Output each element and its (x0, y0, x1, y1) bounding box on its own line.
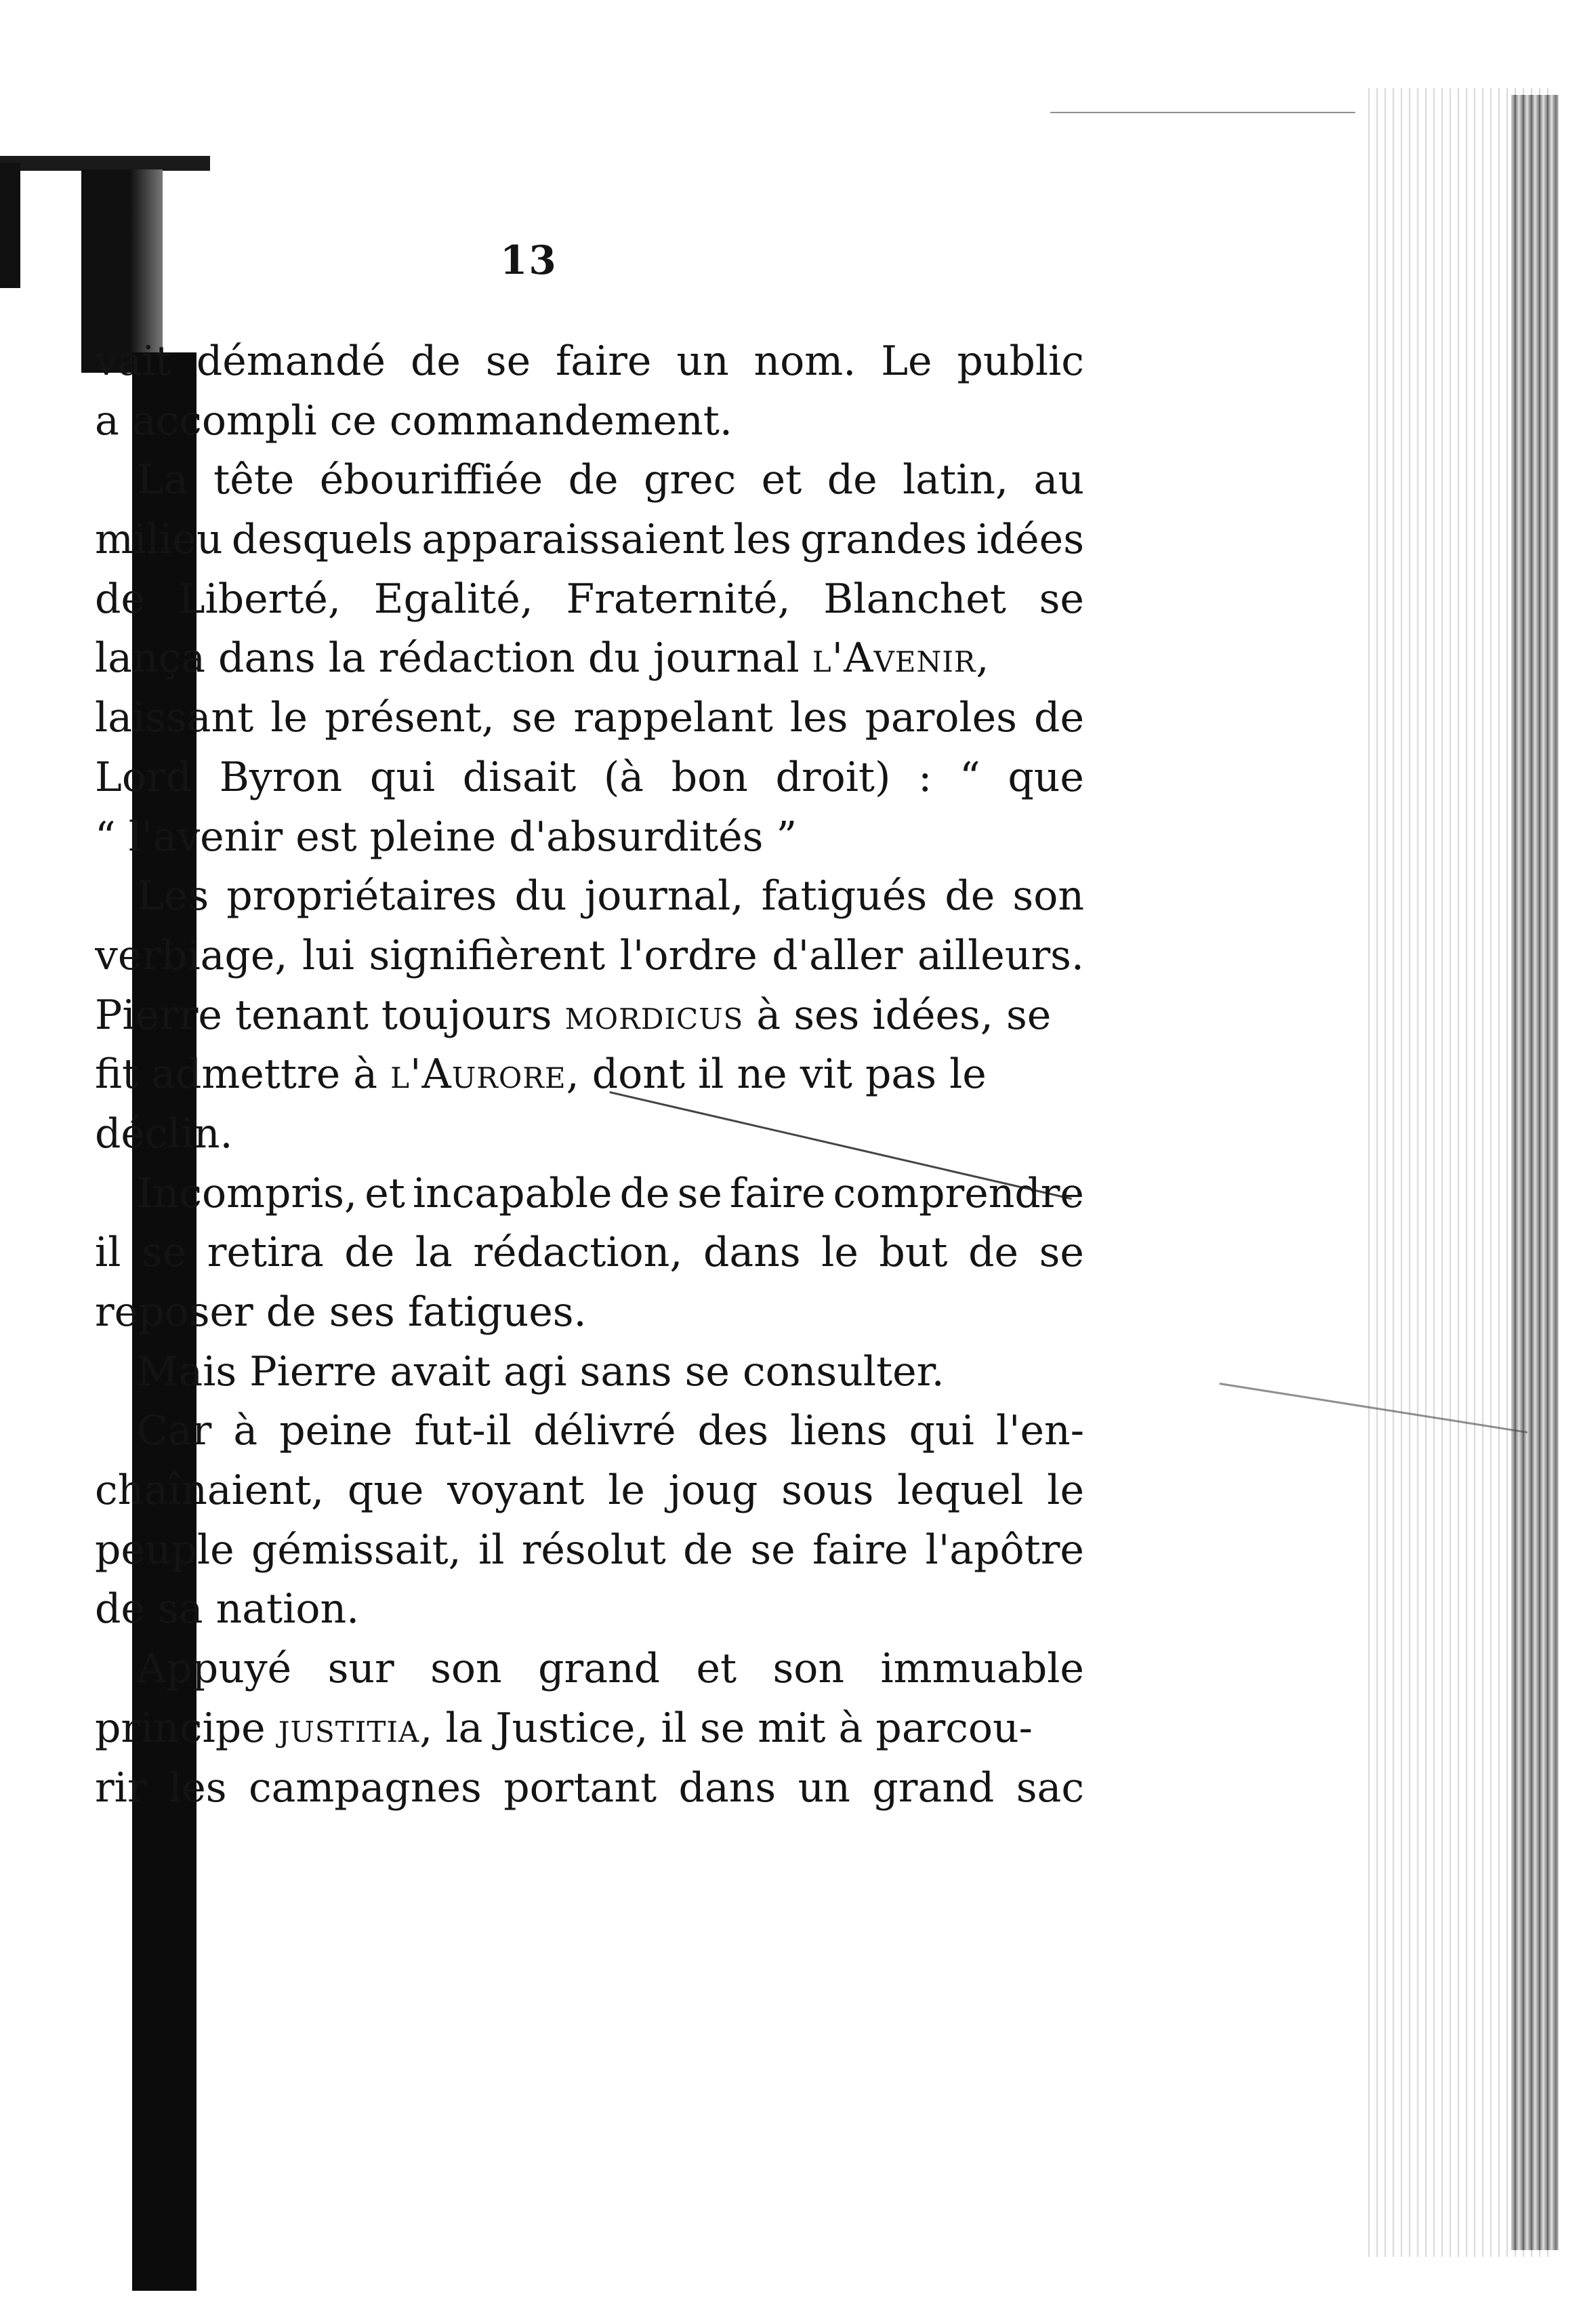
text-word: de (95, 575, 145, 623)
text-word: portant (503, 1764, 657, 1812)
text-word: que (347, 1467, 424, 1515)
text-word: latin, (903, 456, 1009, 504)
text-word: Fraternité, (566, 575, 791, 623)
text-word: faire (730, 1169, 826, 1217)
text-word: Car (137, 1407, 212, 1455)
text-word: de (410, 338, 461, 385)
text-line (95, 451, 1084, 510)
text-word: l'en- (995, 1407, 1084, 1455)
body-text (95, 332, 1084, 1818)
text-word: propriétaires (226, 872, 497, 920)
text-segment: lança dans la rédaction du journal (95, 634, 812, 682)
text-word: la (415, 1229, 453, 1277)
text-word: ailleurs. (917, 931, 1084, 979)
text-word: fatigués (761, 872, 928, 920)
text-segment: à ses idées, se (743, 991, 1052, 1039)
text-word: se (677, 1169, 722, 1217)
small-caps-term: mordicus (564, 991, 744, 1039)
text-word: des (697, 1407, 769, 1455)
text-word: incapable (412, 1169, 613, 1217)
text-word: immuable (880, 1645, 1084, 1693)
text-word: se (1039, 1229, 1084, 1277)
text-word: peine (279, 1407, 393, 1455)
text-line (95, 1223, 1084, 1283)
text-word: faire (812, 1526, 909, 1574)
text-word: qui (369, 753, 436, 801)
text-line (95, 748, 1084, 808)
text-segment: Mais Pierre avait agi sans se consulter. (137, 1347, 945, 1395)
text-word: délivré (533, 1407, 676, 1455)
text-word: vait (95, 338, 171, 385)
text-word: nom. (753, 338, 856, 385)
text-word: lui (302, 931, 354, 979)
text-segment: de sa nation. (95, 1585, 360, 1633)
text-word: il (478, 1526, 505, 1574)
text-word: rappelant (573, 694, 773, 742)
text-word: grand (872, 1764, 995, 1812)
text-word: but (879, 1229, 948, 1277)
text-word: de (827, 456, 877, 504)
text-word: à (233, 1407, 258, 1455)
text-word: gémissait, (251, 1526, 461, 1574)
text-line (95, 629, 1084, 689)
text-line (95, 689, 1084, 748)
text-word: Les (137, 872, 209, 920)
text-word: dans (678, 1764, 777, 1812)
text-word: rir (95, 1764, 147, 1812)
text-line (95, 1521, 1084, 1581)
text-word: et (761, 456, 802, 504)
text-word: campagnes (248, 1764, 482, 1812)
text-line (95, 1343, 1084, 1402)
text-word: journal, (584, 872, 744, 920)
text-word: droit) (775, 753, 891, 801)
text-line (95, 1759, 1084, 1818)
text-word: le (1047, 1467, 1084, 1515)
text-line (95, 926, 1084, 986)
text-word: son (430, 1645, 502, 1693)
text-word: tête (213, 456, 295, 504)
text-segment: , dont il ne vit pas le (566, 1051, 987, 1099)
text-segment: Pierre tenant toujours (95, 991, 565, 1039)
text-word: d'aller (772, 931, 903, 979)
text-word: l'apôtre (925, 1526, 1084, 1574)
text-word: bon (671, 753, 748, 801)
text-segment: , la Justice, il se mit à parcou- (419, 1704, 1033, 1752)
text-segment: fit admettre à (95, 1051, 391, 1099)
text-word: présent, (325, 694, 495, 742)
text-word: du (514, 872, 567, 920)
text-word: un (676, 338, 729, 385)
text-word: se (485, 338, 531, 385)
text-word: liens (790, 1407, 888, 1455)
text-word: desquels (231, 516, 413, 564)
text-word: : (918, 753, 932, 801)
text-word: disait (462, 753, 577, 801)
text-word: de (683, 1526, 734, 1574)
text-word: retira (207, 1229, 324, 1277)
text-line (95, 1639, 1084, 1699)
text-word: ébouriffiée (319, 456, 543, 504)
text-line (95, 1461, 1084, 1521)
text-word: les (789, 694, 848, 742)
text-line (95, 1045, 1084, 1105)
text-word: grandes (800, 516, 968, 564)
text-line (95, 1283, 1084, 1343)
text-word: Liberté, (178, 575, 342, 623)
text-word: rédaction, (473, 1229, 683, 1277)
text-word: (à (603, 753, 644, 801)
text-line (95, 1699, 1084, 1759)
text-word: de (968, 1229, 1019, 1277)
text-word: sac (1016, 1764, 1084, 1812)
text-word: de (945, 872, 995, 920)
text-word: Appuyé (137, 1645, 292, 1693)
text-word: résolut (521, 1526, 666, 1574)
text-word: que (1008, 753, 1084, 801)
text-line (95, 1164, 1084, 1224)
text-line (95, 332, 1084, 392)
text-word: de (568, 456, 619, 504)
text-word: Incompris, (137, 1169, 358, 1217)
small-caps-term: l'Avenir (812, 634, 976, 682)
text-segment: déclin. (95, 1109, 233, 1158)
text-word: signifièrent (369, 931, 606, 979)
text-word: se (750, 1526, 795, 1574)
text-word: démandé (196, 338, 386, 385)
text-word: Lord (95, 753, 192, 801)
text-word: se (1039, 575, 1084, 623)
text-line (95, 392, 1084, 451)
text-line (95, 867, 1084, 926)
text-word: un (798, 1764, 850, 1812)
text-word: les (169, 1764, 227, 1812)
text-word: voyant (447, 1467, 585, 1515)
text-word: qui (909, 1407, 974, 1455)
text-line (95, 1105, 1084, 1164)
stray-rule-top (1050, 112, 1355, 113)
scan-edge-left (0, 163, 20, 288)
text-word: de (619, 1169, 670, 1217)
text-word: les (733, 516, 791, 564)
text-word: se (511, 694, 557, 742)
text-segment: principe (95, 1704, 278, 1752)
text-word: dans (703, 1229, 801, 1277)
text-word: “ (959, 753, 980, 801)
text-word: Le (881, 338, 932, 385)
text-word: idées (976, 516, 1084, 564)
text-word: son (772, 1645, 845, 1693)
text-word: lequel (897, 1467, 1024, 1515)
text-word: de (1034, 694, 1084, 742)
text-word: le (270, 694, 308, 742)
scan-top-rule (0, 156, 210, 171)
text-word: La (137, 456, 188, 504)
text-word: faire (556, 338, 652, 385)
text-line (95, 510, 1084, 570)
text-segment: “ l'avenir est pleine d'absurdités ” (95, 813, 798, 861)
text-word: son (1012, 872, 1084, 920)
text-word: grec (644, 456, 737, 504)
text-word: au (1033, 456, 1084, 504)
text-word: laissant (95, 694, 254, 742)
text-line (95, 986, 1084, 1046)
text-word: verbiage, (95, 931, 288, 979)
text-word: grand (538, 1645, 661, 1693)
text-line (95, 1402, 1084, 1461)
text-word: sous (781, 1467, 874, 1515)
text-segment: , (976, 634, 989, 682)
text-line (95, 1580, 1084, 1639)
text-word: Blanchet (823, 575, 1006, 623)
text-word: il (95, 1229, 121, 1277)
text-word: Egalité, (373, 575, 533, 623)
text-line (95, 570, 1084, 630)
text-word: l'ordre (619, 931, 758, 979)
text-line (95, 808, 1084, 868)
text-word: comprendre (833, 1169, 1084, 1217)
small-caps-term: justitia (278, 1704, 420, 1752)
text-word: le (821, 1229, 859, 1277)
page-number: 13 (500, 237, 558, 283)
text-word: public (957, 338, 1084, 385)
text-word: de (344, 1229, 395, 1277)
text-word: milieu (95, 516, 223, 564)
text-word: et (696, 1645, 737, 1693)
text-word: peuple (95, 1526, 234, 1574)
text-word: paroles (865, 694, 1017, 742)
text-segment: reposer de ses fatigues. (95, 1288, 587, 1336)
text-word: apparaissaient (421, 516, 725, 564)
text-word: Byron (219, 753, 343, 801)
text-word: sur (327, 1645, 394, 1693)
text-word: le (608, 1467, 645, 1515)
text-word: fut-il (414, 1407, 512, 1455)
text-word: chaînaient, (95, 1467, 325, 1515)
text-word: joug (668, 1467, 758, 1515)
text-word: et (365, 1169, 405, 1217)
small-caps-term: l'Aurore (390, 1051, 566, 1099)
text-word: se (141, 1229, 187, 1277)
right-spine-edge (1511, 95, 1558, 2250)
text-segment: a accompli ce commandement. (95, 396, 732, 445)
